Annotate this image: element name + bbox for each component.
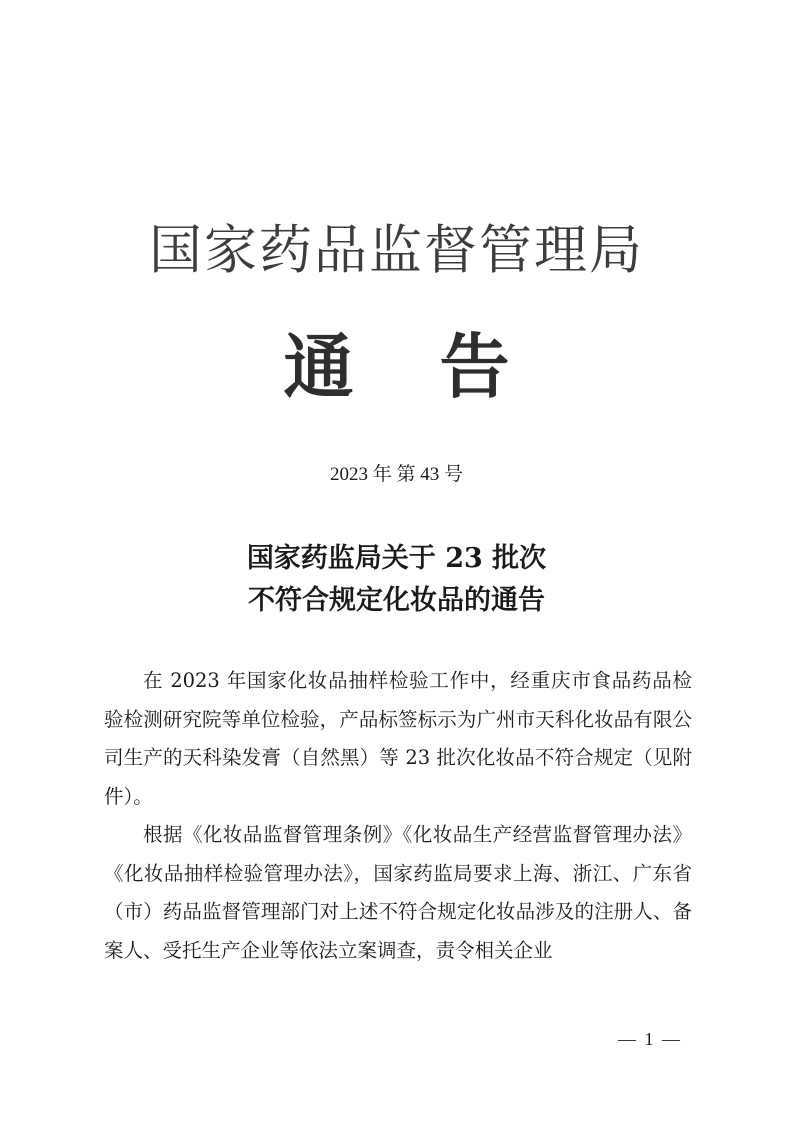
document-type-char-1: 通 [283,325,354,408]
body-paragraph-1: 在 2023 年国家化妆品抽样检验工作中，经重庆市食品药品检验检测研究院等单位检验，产品标签标示为广州市天科化妆品有限公司生产的天科染发膏（自然黑）等 23 批次化妆品不符合规定（见附件）。 [104,669,692,808]
body-paragraph-2: 根据《化妆品监督管理条例》《化妆品生产经营监督管理办法》《化妆品抽样检验管理办法》，国家药监局要求上海、浙江、广东省（市）药品监督管理部门对上述不符合规定化妆品涉及的注册人、备案人、受托生产企业等依法立案调查，责令相关企业 [104,823,692,962]
notice-title-line-1: 国家药监局关于 23 批次 [246,543,547,574]
document-number: 2023 年 第 43 号 [329,464,463,485]
document-type-heading [0,325,793,409]
notice-title-line-2: 不符合规定化妆品的通告 [248,585,545,616]
document-type-char-2: 告 [439,325,510,408]
agency-title: 国家药品监督管理局 [149,220,644,281]
notice-body [104,662,692,970]
notice-title [0,538,793,622]
page-number: — 1 — [618,1029,682,1049]
